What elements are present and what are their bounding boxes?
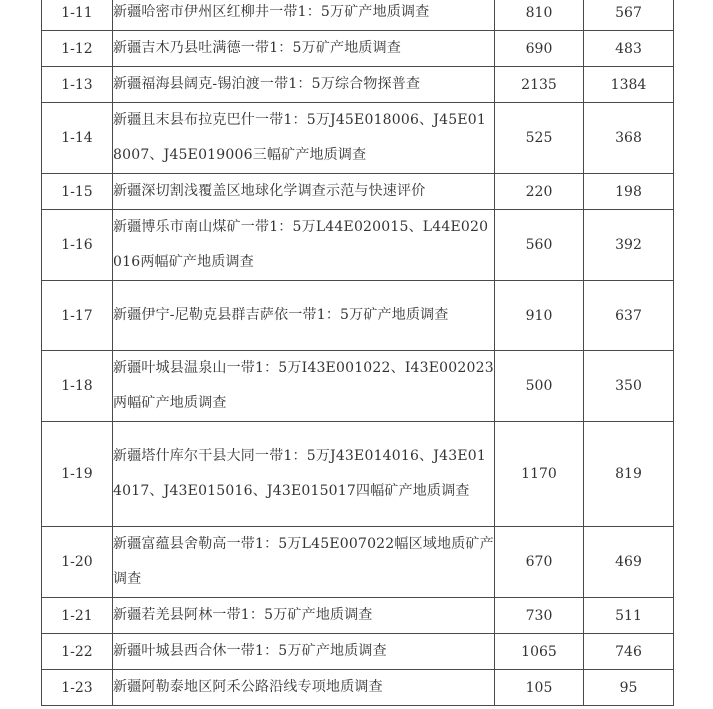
project-number-cell: 1-23 — [42, 670, 113, 706]
project-name-cell: 新疆若羌县阿林一带1：5万矿产地质调查 — [113, 598, 495, 634]
project-number-cell: 1-12 — [42, 31, 113, 67]
project-name-cell: 新疆伊宁-尼勒克县群吉萨依一带1：5万矿产地质调查 — [113, 281, 495, 351]
budget-allocated-cell: 511 — [584, 598, 674, 634]
project-number-cell: 1-11 — [42, 0, 113, 31]
project-number-cell: 1-19 — [42, 422, 113, 527]
budget-allocated-cell: 95 — [584, 670, 674, 706]
table-row — [42, 422, 674, 527]
budget-allocated-cell: 746 — [584, 634, 674, 670]
project-name-cell: 新疆叶城县温泉山一带1：5万I43E001022、I43E002023两幅矿产地质调查 — [113, 351, 495, 422]
project-number-cell: 1-14 — [42, 103, 113, 174]
budget-total-cell: 560 — [495, 210, 584, 281]
table-row — [42, 67, 674, 103]
table-row — [42, 103, 674, 174]
project-name-cell: 新疆塔什库尔干县大同一带1：5万J43E014016、J43E014017、J43E015016、J43E015017四幅矿产地质调查 — [113, 422, 495, 527]
budget-total-cell: 670 — [495, 527, 584, 598]
budget-allocated-cell: 368 — [584, 103, 674, 174]
project-name-cell: 新疆博乐市南山煤矿一带1：5万L44E020015、L44E020016两幅矿产地质调查 — [113, 210, 495, 281]
table-row — [42, 0, 674, 31]
project-name-cell: 新疆阿勒泰地区阿禾公路沿线专项地质调查 — [113, 670, 495, 706]
budget-total-cell: 525 — [495, 103, 584, 174]
budget-allocated-cell: 1384 — [584, 67, 674, 103]
project-name-cell: 新疆哈密市伊州区红柳井一带1：5万矿产地质调查 — [113, 0, 495, 31]
table-row — [42, 670, 674, 706]
table-row — [42, 598, 674, 634]
project-number-cell: 1-21 — [42, 598, 113, 634]
budget-allocated-cell: 469 — [584, 527, 674, 598]
budget-total-cell: 730 — [495, 598, 584, 634]
budget-allocated-cell: 198 — [584, 174, 674, 210]
table-row — [42, 31, 674, 67]
budget-total-cell: 690 — [495, 31, 584, 67]
table-row — [42, 174, 674, 210]
project-table — [41, 0, 674, 706]
project-number-cell: 1-17 — [42, 281, 113, 351]
project-name-cell: 新疆深切割浅覆盖区地球化学调查示范与快速评价 — [113, 174, 495, 210]
budget-total-cell: 1170 — [495, 422, 584, 527]
budget-total-cell: 910 — [495, 281, 584, 351]
table-row — [42, 210, 674, 281]
project-number-cell: 1-20 — [42, 527, 113, 598]
table-row — [42, 527, 674, 598]
project-name-cell: 新疆吉木乃县吐满德一带1：5万矿产地质调查 — [113, 31, 495, 67]
table-row — [42, 634, 674, 670]
project-number-cell: 1-18 — [42, 351, 113, 422]
budget-allocated-cell: 567 — [584, 0, 674, 31]
budget-total-cell: 500 — [495, 351, 584, 422]
budget-allocated-cell: 819 — [584, 422, 674, 527]
budget-total-cell: 220 — [495, 174, 584, 210]
budget-allocated-cell: 483 — [584, 31, 674, 67]
project-number-cell: 1-16 — [42, 210, 113, 281]
table-row — [42, 281, 674, 351]
project-number-cell: 1-15 — [42, 174, 113, 210]
budget-total-cell: 2135 — [495, 67, 584, 103]
project-name-cell: 新疆叶城县西合休一带1：5万矿产地质调查 — [113, 634, 495, 670]
budget-total-cell: 810 — [495, 0, 584, 31]
project-name-cell: 新疆福海县阔克-锡泊渡一带1：5万综合物探普查 — [113, 67, 495, 103]
budget-total-cell: 105 — [495, 670, 584, 706]
budget-allocated-cell: 637 — [584, 281, 674, 351]
project-name-cell: 新疆且末县布拉克巴什一带1：5万J45E018006、J45E018007、J45E019006三幅矿产地质调查 — [113, 103, 495, 174]
project-table-body — [42, 0, 674, 706]
project-number-cell: 1-22 — [42, 634, 113, 670]
budget-allocated-cell: 392 — [584, 210, 674, 281]
table-row — [42, 351, 674, 422]
budget-allocated-cell: 350 — [584, 351, 674, 422]
budget-total-cell: 1065 — [495, 634, 584, 670]
project-name-cell: 新疆富蕴县舍勒高一带1：5万L45E007022幅区域地质矿产调查 — [113, 527, 495, 598]
project-number-cell: 1-13 — [42, 67, 113, 103]
